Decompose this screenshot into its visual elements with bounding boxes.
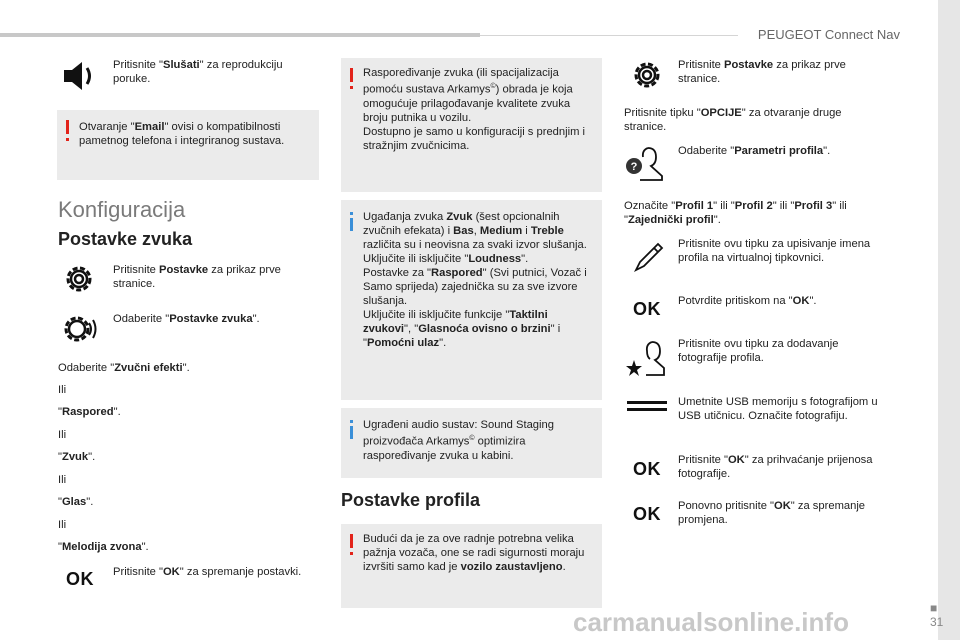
- ok-icon: OK: [633, 504, 661, 524]
- opcije-step: Pritisnite tipku "OPCIJE" za otvaranje druge stranice.: [624, 107, 842, 133]
- ok-icon: OK: [633, 459, 661, 479]
- warning-icon: [66, 120, 69, 134]
- usb-icon: [626, 398, 668, 414]
- header-rule: [0, 33, 480, 37]
- col3-step-postavke: Pritisnite Postavke za prikaz prve stranice.: [678, 59, 846, 85]
- option-glas: "Glas".: [58, 496, 94, 508]
- or-text: Ili: [58, 384, 67, 396]
- section-title: Konfiguracija: [58, 197, 186, 222]
- svg-text:?: ?: [630, 161, 638, 173]
- or-text: Ili: [58, 519, 67, 531]
- step-postavke: Pritisnite Postavke za prikaz prve stranice.: [113, 264, 281, 290]
- option-raspored: "Raspored".: [58, 406, 121, 418]
- subsection-title-profile: Postavke profila: [341, 490, 481, 510]
- info-box-staging: [341, 408, 602, 478]
- slusati-text: Pritisnite "Slušati" za reprodukciju poruke.: [113, 59, 283, 85]
- ok-step: Pritisnite "OK" za spremanje postavki.: [113, 566, 302, 578]
- info-sound-text: Ugađanja zvuka Zvuk (šest opcionalnih zvučnih efekata) i Bas, Medium i Treble različita su i neovisna za svaki izvor slušanja. Uključite ili isključite "Loudness". Postavke za "Raspored" (Svi putnici, Vozač i Samo sprijeda) zajednička su za sve izvore slušanja. Uključite ili isključite funkcije "Taktilni zvukovi", "Glasnoća ovisno o brzini" i "Pomoćni ulaz".: [363, 211, 587, 349]
- subsection-title-sound: Postavke zvuka: [58, 229, 193, 249]
- info-icon: [350, 212, 353, 215]
- profile-select: Označite "Profil 1" ili "Profil 2" ili "Profil 3" ili "Zajednički profil".: [624, 200, 847, 226]
- ok-icon: OK: [66, 569, 94, 589]
- warning-box-arkamys: [341, 58, 602, 192]
- watermark: carmanualsonline.info: [573, 607, 849, 637]
- or-text: Ili: [58, 474, 67, 486]
- confirm-step: Potvrdite pritiskom na "OK".: [678, 295, 817, 307]
- sound-settings-icon: [60, 311, 100, 347]
- gear-icon: [62, 262, 96, 296]
- right-margin-strip: [938, 0, 960, 640]
- warning-email-text: Otvaranje "Email" ovisi o kompatibilnosti pametnog telefona i integriranog sustava.: [79, 121, 285, 147]
- option-zvuk: "Zvuk".: [58, 451, 96, 463]
- warning-box-email: [57, 110, 319, 180]
- warning-arkamys-text: Raspoređivanje zvuka (ili spacijalizacija pomoću sustava Arkamys©) obrada je koja omogućuje prilagođavanje kvalitete zvuka broju putnika u vozilu. Dostupno je samo u konfiguraciji s prednjim i stražnjim zvučnicima.: [363, 67, 585, 152]
- accept-step: Pritisnite "OK" za prihvaćanje prijenosa fotografije.: [678, 454, 873, 480]
- info-box-sound: [341, 200, 602, 400]
- param-step: Odaberite "Parametri profila".: [678, 145, 831, 157]
- warning-box-safety: [341, 524, 602, 608]
- ok-icon: OK: [633, 299, 661, 319]
- save-step: Ponovno pritisnite "OK" za spremanje promjena.: [678, 500, 866, 526]
- gear-icon: [630, 58, 664, 92]
- speaker-icon: [60, 58, 100, 94]
- add-photo-icon: [624, 338, 666, 378]
- header-rule-thin: [480, 35, 738, 36]
- warning-safety-text: Budući da je za ove radnje potrebna velika pažnja vozača, one se radi sigurnosti moraju izvršiti samo kad je vozilo zaustavljeno.: [363, 533, 585, 573]
- warning-icon: [350, 68, 353, 82]
- info-staging-text: Ugrađeni audio sustav: Sound Staging proizvođača Arkamys© optimizira raspoređivanje zvuka u kabini.: [363, 419, 554, 462]
- select-zvucni-efekti: Odaberite "Zvučni efekti".: [58, 362, 190, 374]
- page-number: ■ 31: [930, 601, 944, 629]
- photo-step: Pritisnite ovu tipku za dodavanje fotografije profila.: [678, 338, 839, 364]
- or-text: Ili: [58, 429, 67, 441]
- warning-icon: [350, 534, 353, 548]
- option-melodija: "Melodija zvona".: [58, 541, 149, 553]
- info-icon: [350, 420, 353, 423]
- name-step: Pritisnite ovu tipku za upisivanje imena profila na virtualnoj tipkovnici.: [678, 238, 871, 264]
- header-title: PEUGEOT Connect Nav: [757, 27, 900, 42]
- pencil-icon: [632, 240, 666, 274]
- profile-settings-icon: [624, 144, 664, 182]
- usb-step: Umetnite USB memoriju s fotografijom u USB utičnicu. Označite fotografiju.: [678, 396, 878, 422]
- step-postavke-zvuka: Odaberite "Postavke zvuka".: [113, 313, 260, 325]
